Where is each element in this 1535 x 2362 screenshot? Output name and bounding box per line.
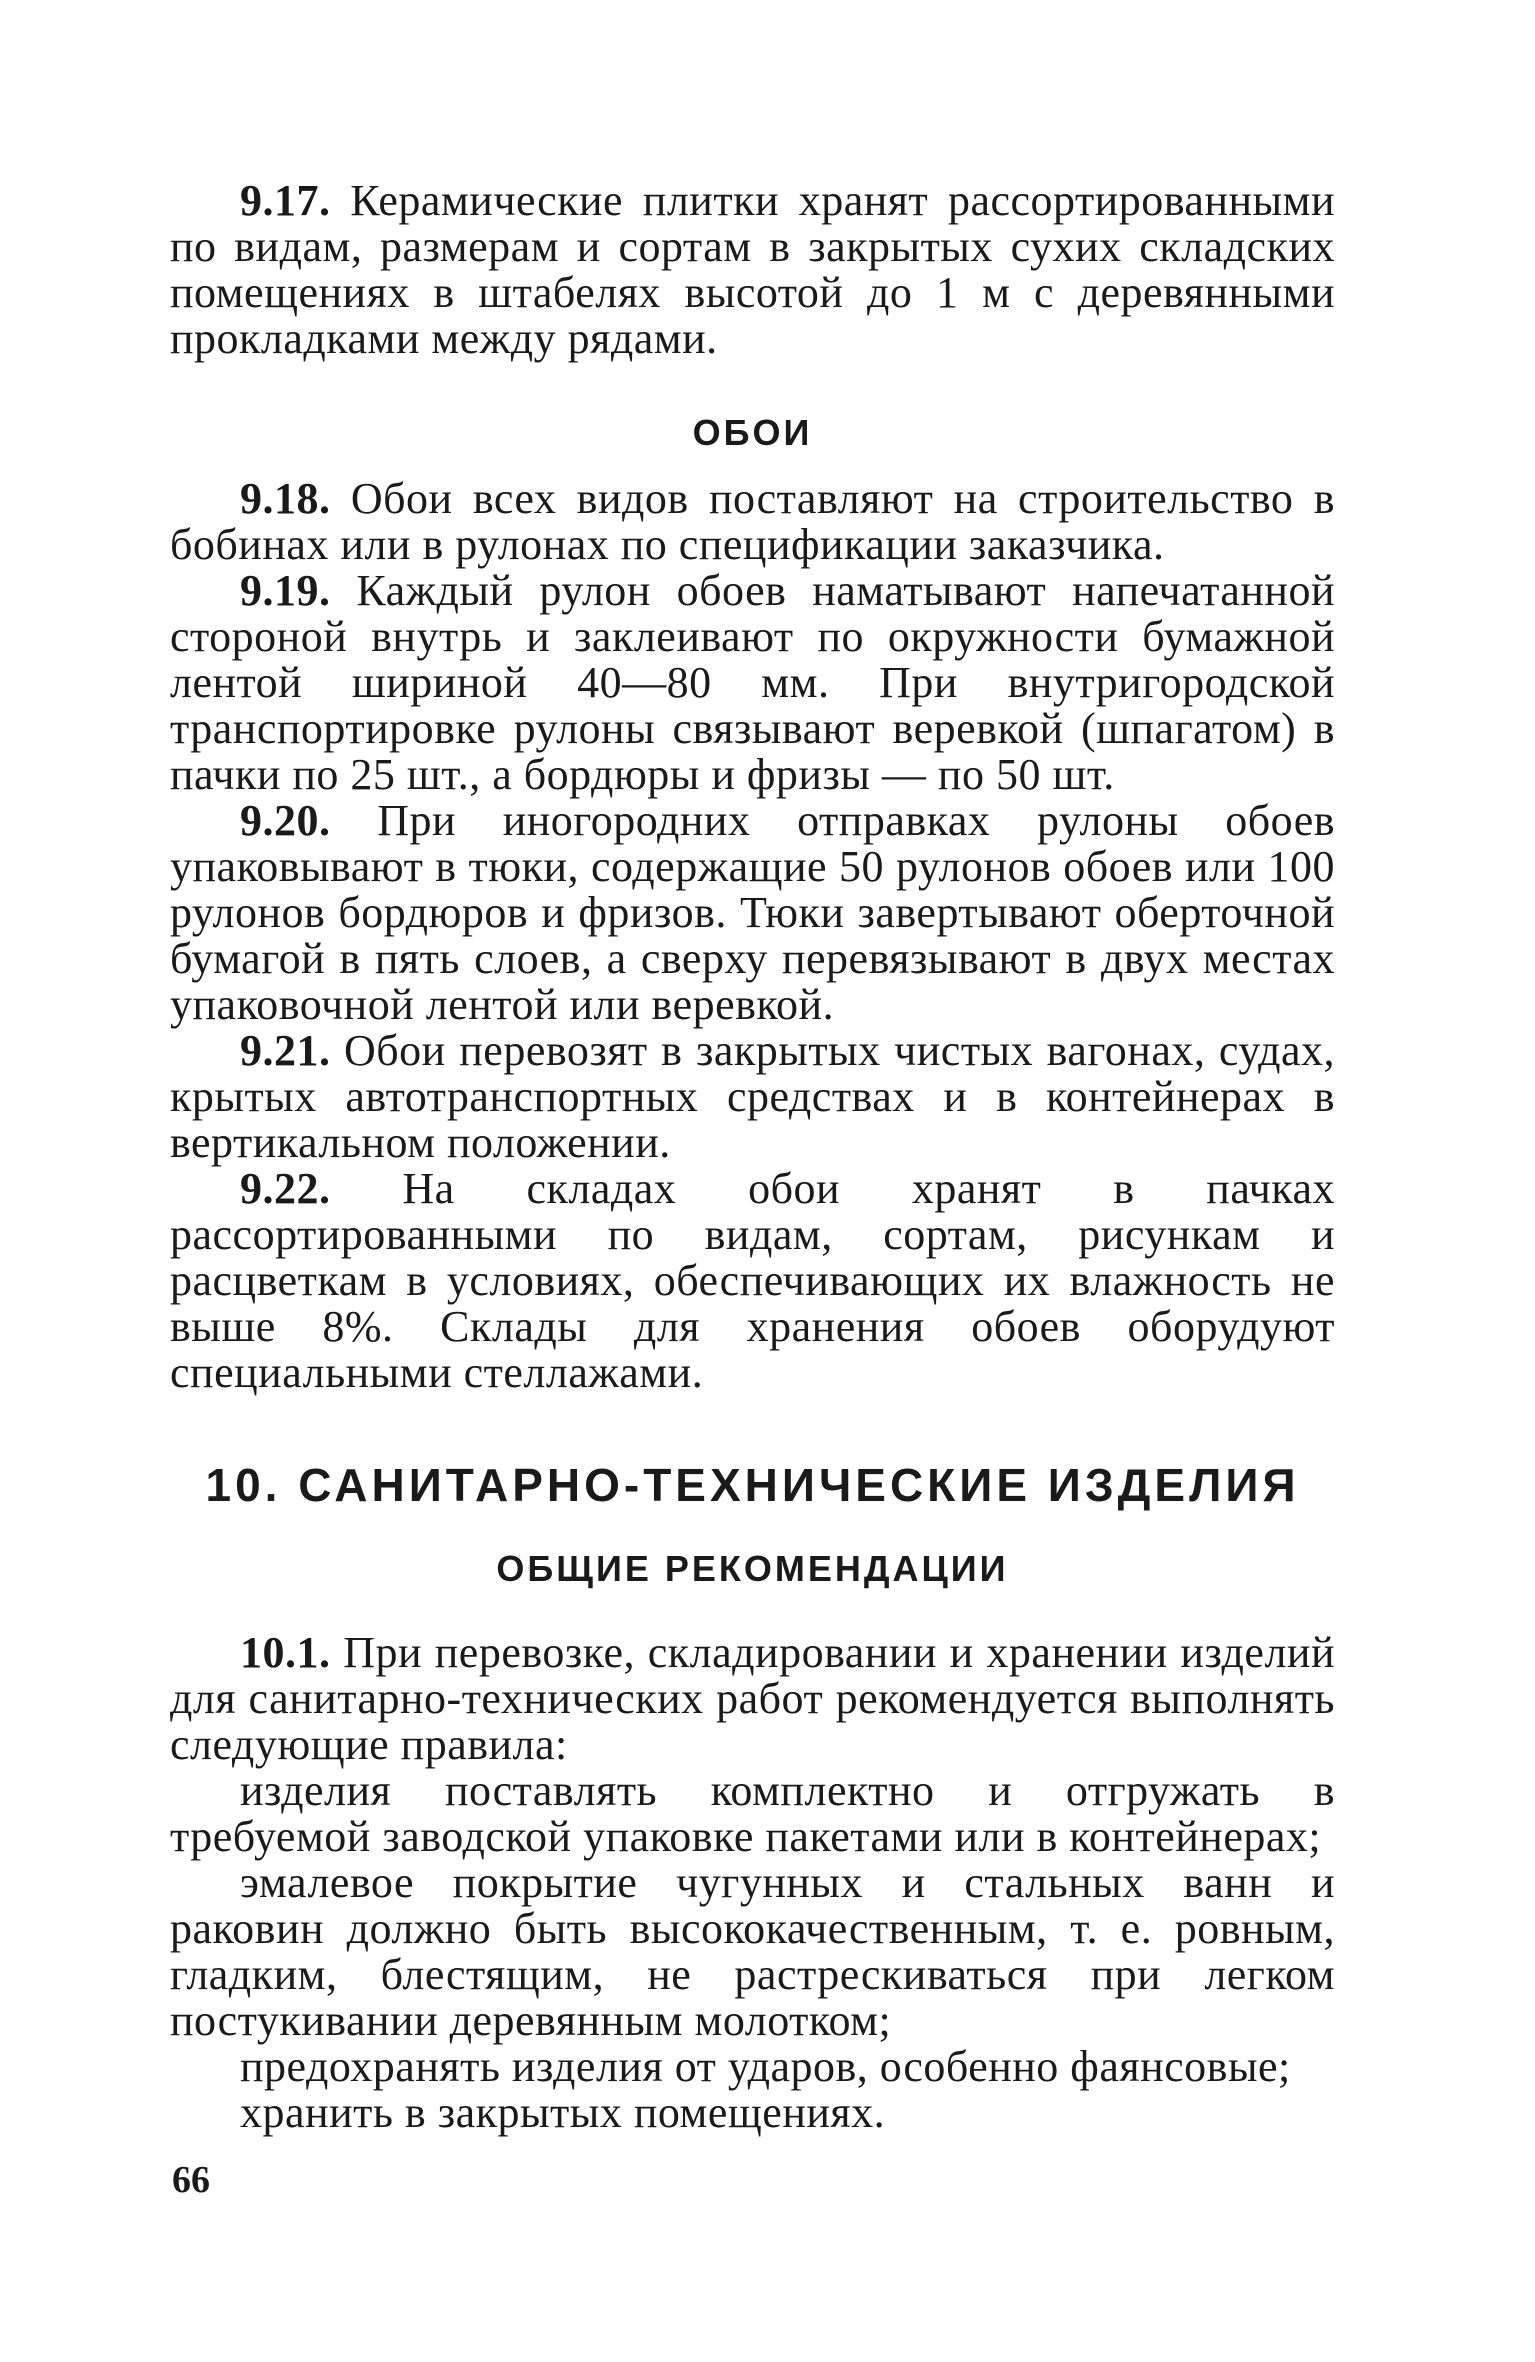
paragraph-text: При иногородних отправках рулоны обоев упаковывают в тюки, содержащие 50 рулонов обоев или 100 рулонов бордюров и фризов. Тюки завертывают оберточной бумагой в пять слоев, а сверху перевязывают в двух местах упаковочной лентой или веревкой. — [170, 796, 1336, 1029]
paragraph-9-17 — [170, 178, 1335, 362]
list-item: эмалевое покрытие чугунных и стальных ванн и раковин должно быть высококачественным, т. е. ровным, гладким, блестящим, не растрескиваться при легком постукивании деревянным молотком; — [170, 1858, 1335, 2045]
paragraph-9-21 — [170, 1028, 1335, 1166]
chapter-title: 10. САНИТАРНО-ТЕХНИЧЕСКИЕ ИЗДЕЛИЯ — [205, 1459, 1300, 1511]
paragraph-number: 9.21. — [240, 1026, 331, 1075]
paragraph-number: 10.1. — [240, 1628, 331, 1677]
paragraph-text: Обои всех видов поставляют на строительство в бобинах или в рулонах по спецификации заказчика. — [170, 474, 1335, 569]
list-item: изделия поставлять комплектно и отгружать в требуемой заводской упаковке пакетами или в контейнерах; — [170, 1766, 1335, 1861]
paragraph-number: 9.17. — [240, 176, 331, 225]
paragraph-9-22 — [170, 1166, 1335, 1396]
page-content — [170, 178, 1335, 2136]
paragraph-10-1 — [170, 1630, 1335, 1768]
paragraph-9-19 — [170, 568, 1335, 798]
paragraph-9-18 — [170, 476, 1335, 568]
chapter-subtitle: ОБЩИЕ РЕКОМЕНДАЦИИ — [496, 1548, 1009, 1589]
page-number: 66 — [172, 2159, 210, 2201]
paragraph-text: Обои перевозят в закрытых чистых вагонах, судах, крытых автотранспортных средствах и в контейнерах в вертикальном положении. — [170, 1026, 1335, 1167]
paragraph-number: 9.18. — [240, 474, 331, 523]
paragraph-number: 9.19. — [240, 566, 331, 615]
list-item: хранить в закрытых помещениях. — [240, 2088, 886, 2137]
paragraph-text: Каждый рулон обоев наматывают напечатанной стороной внутрь и заклеивают по окружности бумажной лентой шириной 40—80 мм. При внутригородской транспортировке рулоны связывают веревкой (шпагатом) в пачки по 25 шт., а бордюры и фризы — по 50 шт. — [170, 566, 1336, 799]
paragraph-text: На складах обои хранят в пачках рассортированными по видам, сортам, рисункам и расцветкам в условиях, обеспечивающих их влажность не выше 8%. Склады для хранения обоев оборудуют специальными стеллажами. — [170, 1164, 1335, 1397]
paragraph-9-20 — [170, 798, 1335, 1028]
paragraph-number: 9.22. — [240, 1164, 331, 1213]
paragraph-text: При перевозке, складировании и хранении изделий для санитарно-технических работ рекомендуется выполнять следующие правила: — [170, 1628, 1335, 1769]
section-heading-oboi: ОБОИ — [692, 412, 813, 453]
paragraph-text: Керамические плитки хранят рассортированными по видам, размерам и сортам в закрытых сухих складских помещениях в штабелях высотой до 1 м с деревянными прокладками между рядами. — [170, 176, 1335, 363]
list-item: предохранять изделия от ударов, особенно фаянсовые; — [240, 2042, 1291, 2091]
paragraph-number: 9.20. — [240, 796, 331, 845]
